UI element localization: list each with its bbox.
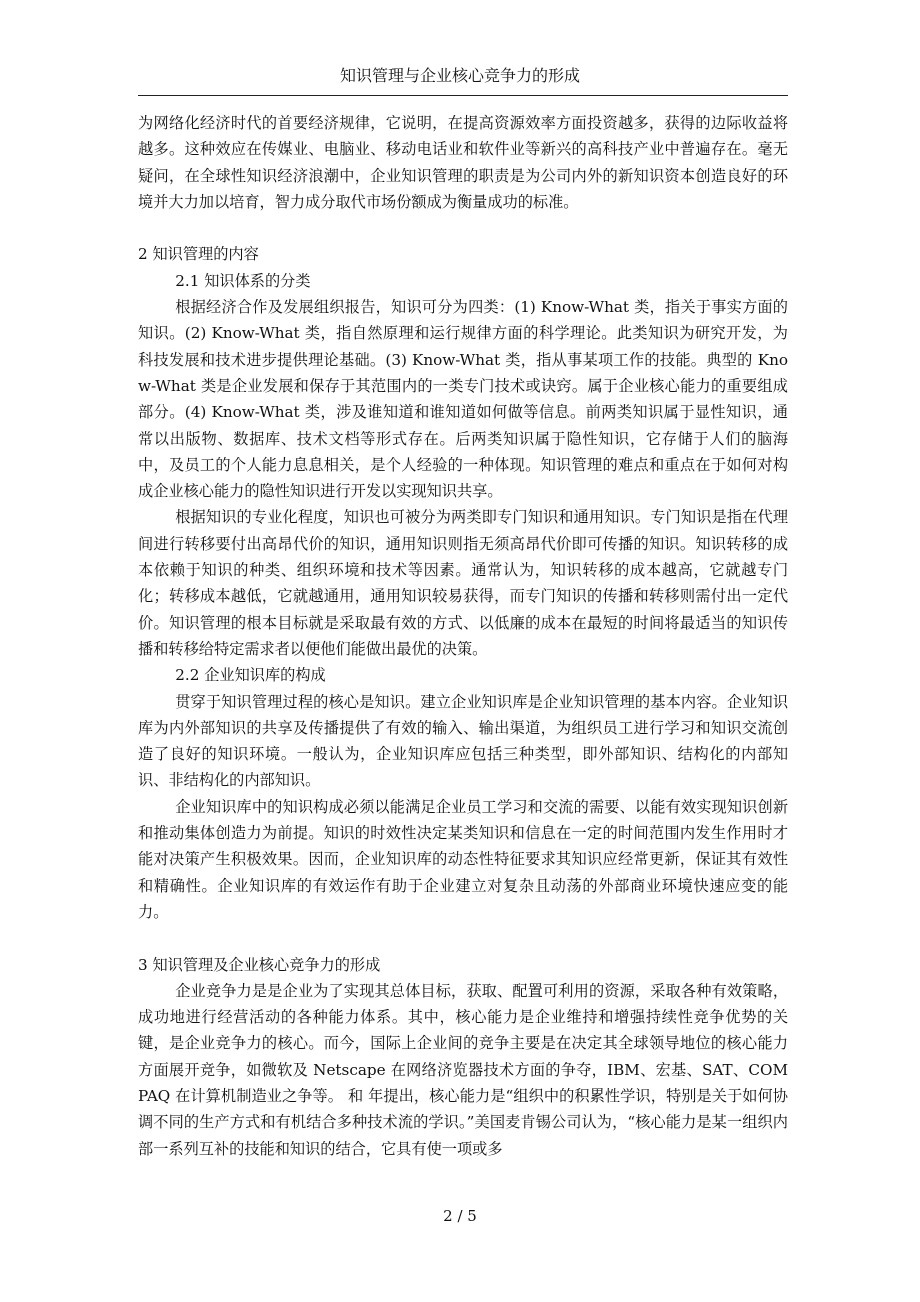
paragraph-2-1-a: 根据经济合作及发展组织报告，知识可分为四类：(1) Know-What 类，指关于事实方面的知识。(2) Know-What 类，指自然原理和运行规律方面的科学理论。此类知识为研究开发，为科技发展和技术进步提供理论基础。(3) Know-What 类，指从事某项工作的技能。典型的 Know-What 类是企业发展和保存于其范围内的一类专门技术或诀窍。属于企业核心能力的重要组成部分。(4) Know-What 类，涉及谁知道和谁知道如何做等信息。前两类知识属于显性知识，通常以出版物、数据库、技术文档等形式存在。后两类知识属于隐性知识，它存储于人们的脑海中，及员工的个人能力息息相关，是个人经验的一种体现。知识管理的难点和重点在于如何对构成企业核心能力的隐性知识进行开发以实现知识共享。 [138,298,788,501]
subsection-heading-2-2: 2.2 企业知识库的构成 [175,666,326,685]
section-heading-2: 2 知识管理的内容 [138,245,259,264]
page-number: 2 / 5 [443,1207,477,1225]
header-divider [138,95,788,96]
section-spacer [138,925,788,951]
document-body [138,110,788,1162]
section-heading-3: 3 知识管理及企业核心竞争力的形成 [138,955,381,974]
subsection-heading-2-1: 2.1 知识体系的分类 [175,271,311,290]
paragraph-2-1-b: 根据知识的专业化程度，知识也可被分为两类即专门知识和通用知识。专门知识是指在代理间进行转移要付出高昂代价的知识，通用知识则指无须高昂代价即可传播的知识。知识转移的成本依赖于知识的种类、组织环境和技术等因素。通常认为，知识转移的成本越高，它就越专门化；转移成本越低，它就越通用，通用知识较易获得，而专门知识的传播和转移则需付出一定代价。知识管理的根本目标就是采取最有效的方式、以低廉的成本在最短的时间将最适当的知识传播和转移给特定需求者以便他们能做出最优的决策。 [138,508,788,658]
paragraph-2-2-a: 贯穿于知识管理过程的核心是知识。建立企业知识库是企业知识管理的基本内容。企业知识库为内外部知识的共享及传播提供了有效的输入、输出渠道，为组织员工进行学习和知识交流创造了良好的知识环境。一般认为，企业知识库应包括三种类型，即外部知识、结构化的内部知识、非结构化的内部知识。 [138,692,788,790]
paragraph-intro: 为网络化经济时代的首要经济规律，它说明，在提高资源效率方面投资越多，获得的边际收益将越多。这种效应在传媒业、电脑业、移动电话业和软件业等新兴的高科技产业中普遍存在。毫无疑问，在全球性知识经济浪潮中，企业知识管理的职责是为公司内外的新知识资本创造良好的环境并大力加以培育，智力成分取代市场份额成为衡量成功的标准。 [138,114,788,211]
page-header-title: 知识管理与企业核心竞争力的形成 [339,66,580,85]
paragraph-3-a: 企业竞争力是是企业为了实现其总体目标，获取、配置可利用的资源，采取各种有效策略，成功地进行经营活动的各种能力体系。其中，核心能力是企业维持和增强持续性竞争优势的关键，是企业竞争力的核心。而今，国际上企业间的竞争主要是在决定其全球领导地位的核心能力方面展开竞争，如微软及 Netscape 在网络济览器技术方面的争夺，IBM、宏基、SAT、COMPAQ 在计算机制造业之争等。 和 年提出，核心能力是“组织中的积累性学识，特别是关于如何协调不同的生产方式和有机结合多种技术流的学识。”美国麦肯锡公司认为，“核心能力是某一组织内部一系列互补的技能和知识的结合，它具有使一项或多 [138,981,788,1158]
section-spacer [138,215,788,241]
paragraph-2-2-b: 企业知识库中的知识构成必须以能满足企业员工学习和交流的需要、以能有效实现知识创新和推动集体创造力为前提。知识的时效性决定某类知识和信息在一定的时间范围内发生作用时才能对决策产生积极效果。因而，企业知识库的动态性特征要求其知识应经常更新，保证其有效性和精确性。企业知识库的有效运作有助于企业建立对复杂且动荡的外部商业环境快速应变的能力。 [138,797,788,921]
